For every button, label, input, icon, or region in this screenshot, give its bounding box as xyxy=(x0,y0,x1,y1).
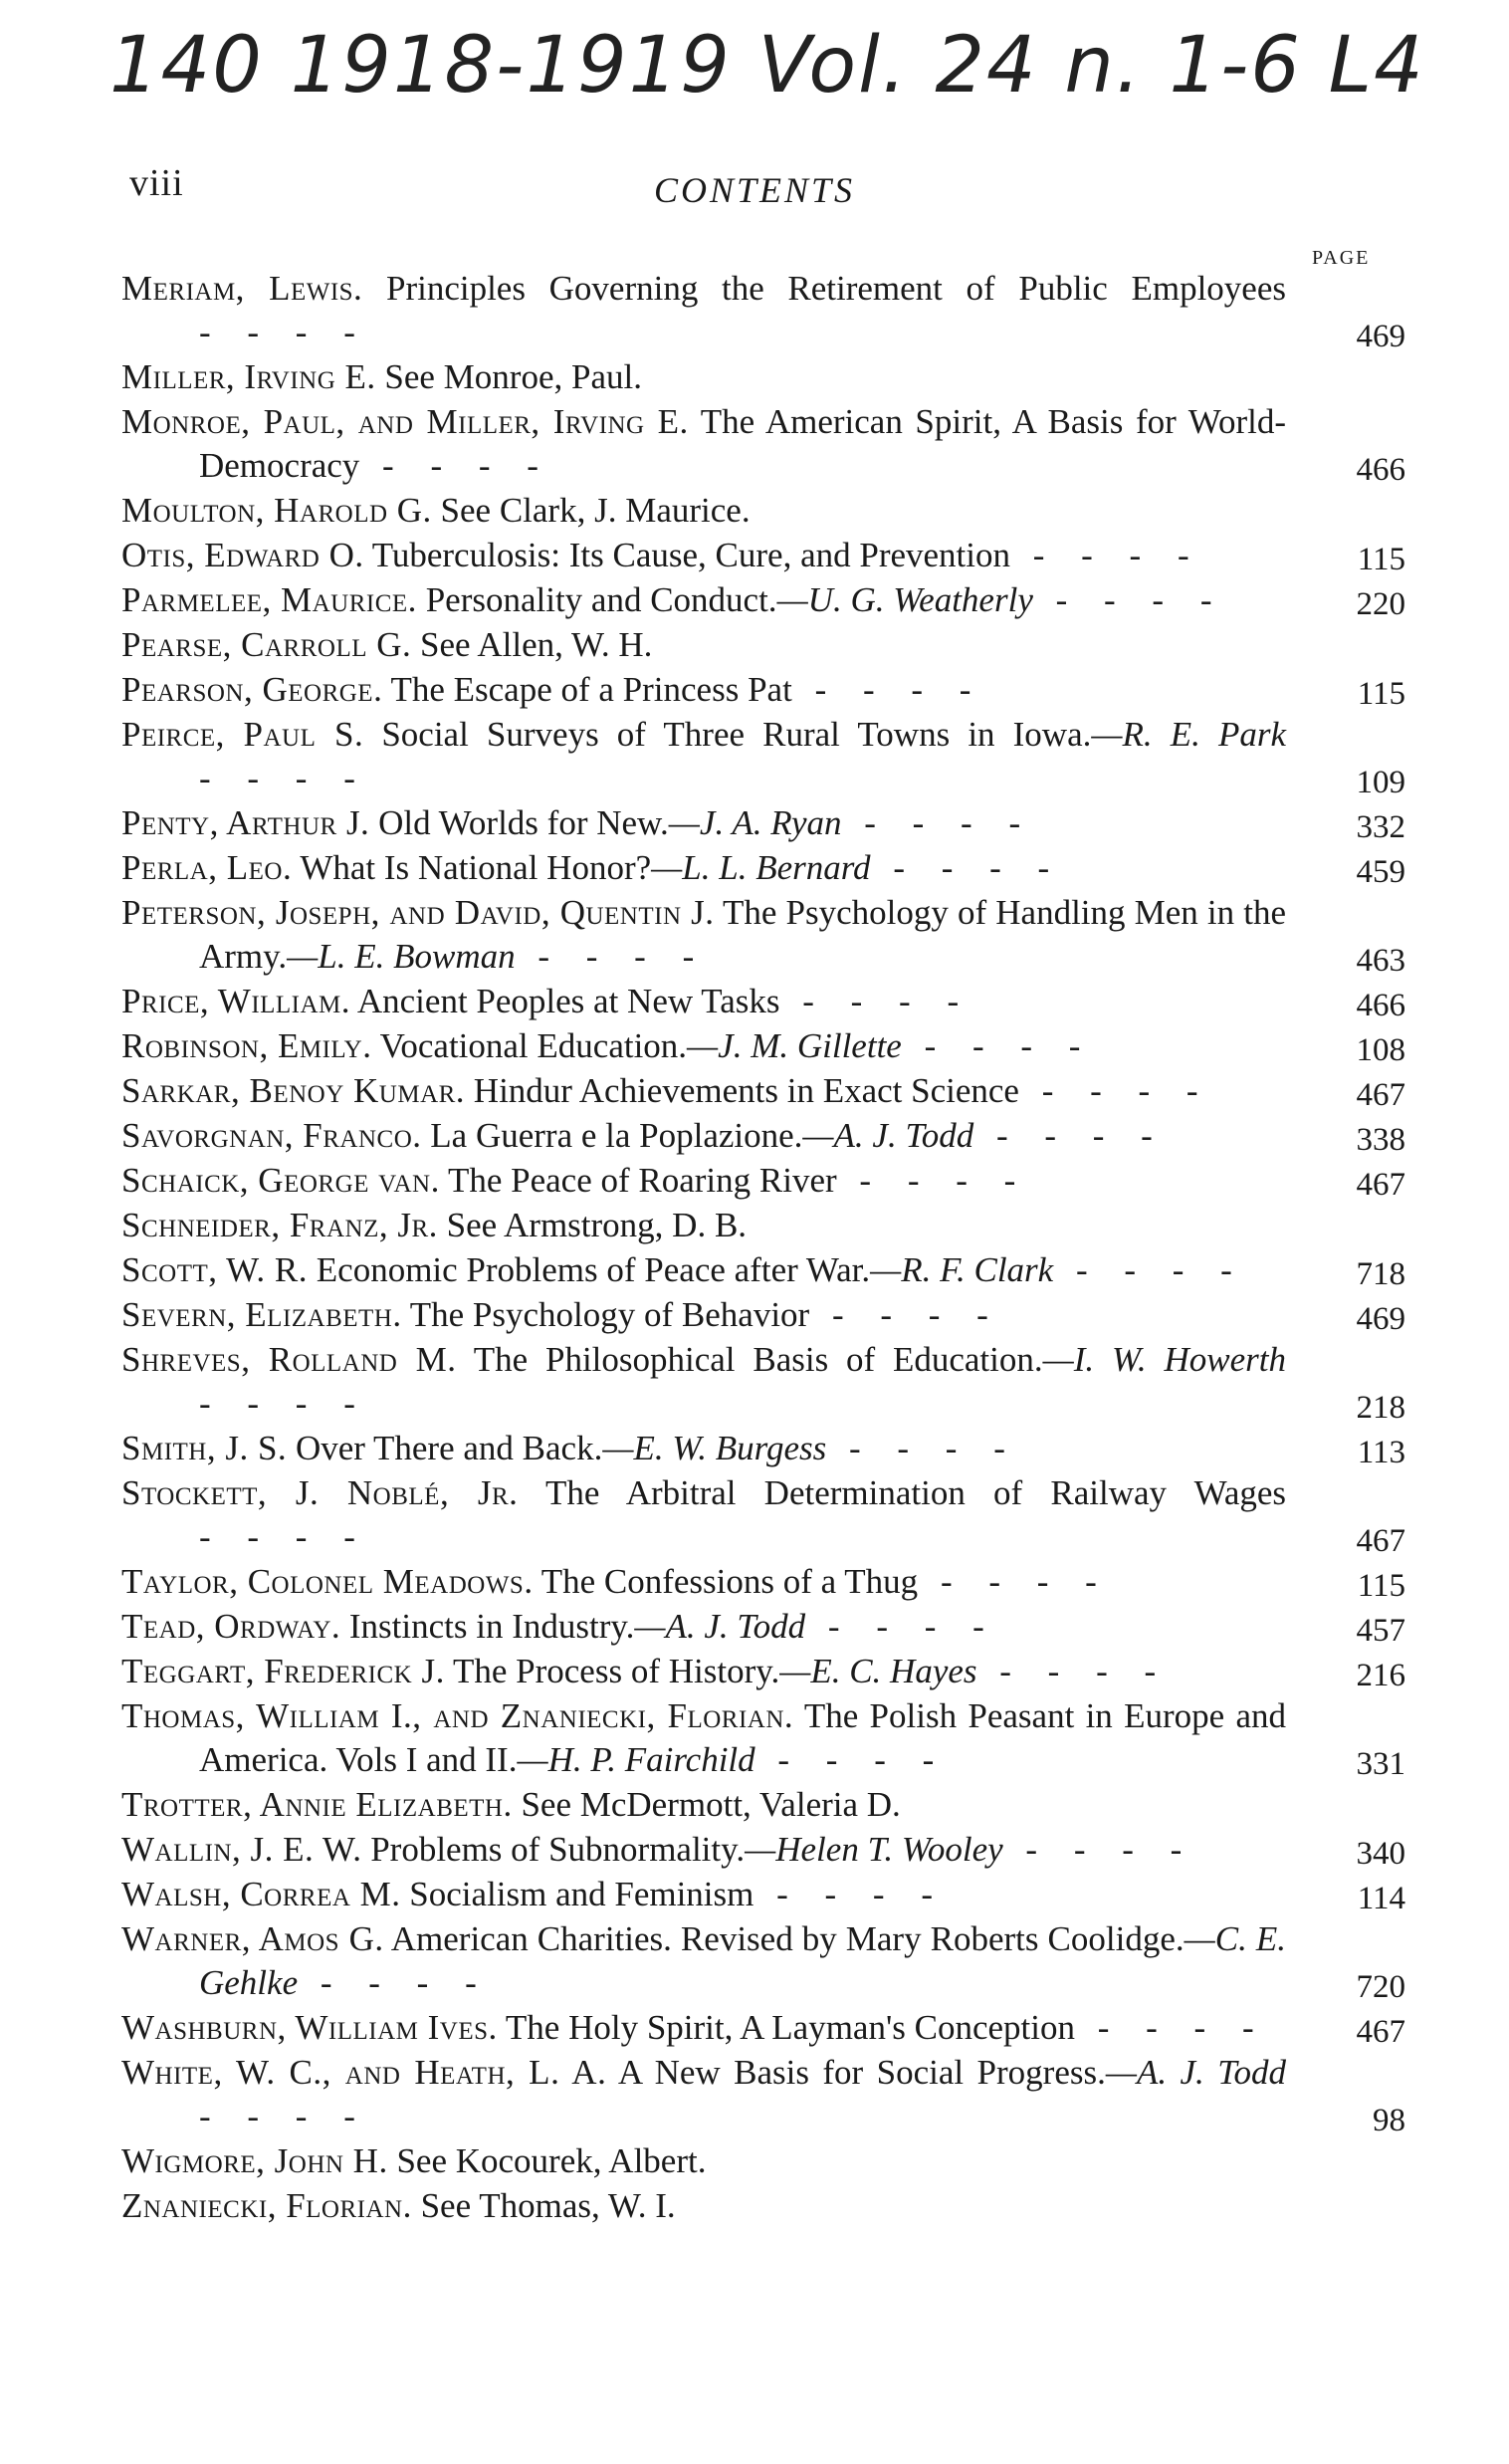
entry-author: Trotter, Annie Elizabeth. xyxy=(121,1785,513,1824)
entry-reviewer: —J. A. Ryan xyxy=(668,803,842,842)
entry-author: Taylor, Colonel Meadows. xyxy=(121,1562,534,1601)
entry-author: Schaick, George van. xyxy=(121,1161,440,1200)
contents-entry xyxy=(121,1783,1405,1827)
entry-page-number: 720 xyxy=(1356,1969,1405,2005)
entry-page-number: 457 xyxy=(1356,1613,1405,1649)
dot-leader: - - - - xyxy=(1032,580,1226,619)
entry-author: Wigmore, John H. xyxy=(121,2141,388,2180)
entry-author: Severn, Elizabeth. xyxy=(121,1295,402,1334)
entry-body xyxy=(121,846,1286,890)
entry-reviewer: —A. J. Todd xyxy=(634,1607,806,1646)
entry-body xyxy=(121,891,1286,979)
entry-title: Instincts in Industry. xyxy=(348,1607,635,1646)
entry-body xyxy=(121,2139,1286,2183)
entry-page-number: 115 xyxy=(1357,676,1405,712)
entry-body xyxy=(121,534,1286,577)
entry-title: Social Surveys of Three Rural Towns in Iowa. xyxy=(381,715,1092,754)
entry-author: Tead, Ordway. xyxy=(121,1607,341,1646)
entry-author: Meriam, Lewis. xyxy=(121,269,363,308)
entry-author: Peirce, Paul S. xyxy=(121,715,364,754)
entry-page-number: 469 xyxy=(1356,319,1405,354)
entry-title: Over There and Back. xyxy=(295,1429,603,1467)
page-column-label: PAGE xyxy=(1312,247,1371,269)
dot-leader: - - - - xyxy=(199,1384,369,1423)
entry-title: Personality and Conduct. xyxy=(425,580,777,619)
entry-reviewer: —C. E. Gehlke xyxy=(199,1919,1286,2002)
dot-leader: - - - - xyxy=(359,446,552,485)
contents-entry xyxy=(121,1114,1405,1158)
dot-leader: - - - - xyxy=(199,2097,369,2135)
entry-title: The Polish Peasant in Europe and America. Vols I and II. xyxy=(199,1696,1286,1779)
entry-body xyxy=(121,801,1286,845)
contents-entry xyxy=(121,400,1405,488)
entry-page-number: 216 xyxy=(1356,1658,1405,1693)
dot-leader: - - - - xyxy=(791,670,985,709)
entry-title: La Guerra e la Poplazione. xyxy=(430,1116,803,1155)
entry-reviewer: —J. M. Gillette xyxy=(687,1026,902,1065)
entry-title: The American Spirit, A Basis for World-Democracy xyxy=(199,402,1286,485)
entry-page-number: 113 xyxy=(1357,1435,1405,1470)
contents-entry xyxy=(121,1694,1405,1782)
entry-title: American Charities. Revised by Mary Roberts Coolidge. xyxy=(390,1919,1185,1958)
entry-body xyxy=(121,668,1286,712)
entry-body xyxy=(121,1828,1286,1872)
dot-leader: - - - - xyxy=(901,1026,1095,1065)
entry-page-number: 338 xyxy=(1356,1122,1405,1158)
entry-author: Parmelee, Maurice. xyxy=(121,580,417,619)
entry-author: Sarkar, Benoy Kumar. xyxy=(121,1071,466,1110)
entry-body xyxy=(121,578,1286,622)
entry-title: The Psychology of Handling Men in the Army. xyxy=(199,893,1287,976)
contents-entry xyxy=(121,801,1405,845)
contents-entry xyxy=(121,1560,1405,1604)
entry-body xyxy=(121,2184,1286,2228)
entry-page-number: 469 xyxy=(1356,1301,1405,1337)
entry-title: What Is National Honor? xyxy=(300,848,652,887)
entry-page-number: 218 xyxy=(1356,1390,1405,1426)
entry-title: Ancient Peoples at New Tasks xyxy=(356,982,780,1020)
contents-entry xyxy=(121,1917,1405,2005)
entry-body xyxy=(121,1159,1286,1203)
handwritten-note-text: 140 1918-1919 Vol. 24 n. 1-6 L4 xyxy=(109,22,1425,108)
contents-entry xyxy=(121,1248,1405,1292)
dot-leader: - - - - xyxy=(199,313,369,351)
contents-entry xyxy=(121,713,1405,800)
entry-reviewer: —R. E. Park xyxy=(1091,715,1287,754)
entry-title: See Clark, J. Maurice. xyxy=(440,491,751,530)
entry-body xyxy=(121,1560,1286,1604)
dot-leader: - - - - xyxy=(870,848,1064,887)
entry-page-number: 332 xyxy=(1356,809,1405,845)
running-head: CONTENTS xyxy=(653,170,856,210)
entry-body xyxy=(121,489,1286,533)
entry-title: Hindur Achievements in Exact Science xyxy=(473,1071,1019,1110)
dot-leader: - - - - xyxy=(1018,1071,1212,1110)
contents-entry xyxy=(121,1069,1405,1113)
entry-author: Penty, Arthur J. xyxy=(121,803,370,842)
entry-title: The Confessions of a Thug xyxy=(540,1562,919,1601)
entry-reviewer: —L. L. Bernard xyxy=(651,848,871,887)
entry-page-number: 467 xyxy=(1356,1523,1405,1559)
entry-body xyxy=(121,1694,1286,1782)
entry-title: Socialism and Feminism xyxy=(409,1875,754,1913)
entry-page-number: 114 xyxy=(1357,1881,1405,1916)
entry-author: Smith, J. S. xyxy=(121,1429,288,1467)
dot-leader: - - - - xyxy=(973,1116,1167,1155)
contents-entry xyxy=(121,1204,1405,1247)
dot-leader: - - - - xyxy=(841,803,1035,842)
contents-entry xyxy=(121,1828,1405,1872)
dot-leader: - - - - xyxy=(826,1429,1019,1467)
entry-author: Otis, Edward O. xyxy=(121,536,364,574)
entry-page-number: 467 xyxy=(1356,1167,1405,1203)
dot-leader: - - - - xyxy=(515,937,709,976)
dot-leader: - - - - xyxy=(805,1607,998,1646)
entry-author: Shreves, Rolland M. xyxy=(121,1340,457,1379)
entry-reviewer: —A. J. Todd xyxy=(802,1116,974,1155)
entry-body xyxy=(121,2006,1286,2050)
entry-author: Moulton, Harold G. xyxy=(121,491,432,530)
entry-title: Economic Problems of Peace after War. xyxy=(316,1250,871,1289)
entry-body xyxy=(121,713,1286,800)
entry-page-number: 115 xyxy=(1357,1568,1405,1604)
entry-page-number: 331 xyxy=(1356,1746,1405,1782)
contents-entry xyxy=(121,2184,1405,2228)
entry-title: The Psychology of Behavior xyxy=(409,1295,810,1334)
entry-body xyxy=(121,355,1286,399)
entry-title: Tuberculosis: Its Cause, Cure, and Prevention xyxy=(371,536,1010,574)
entry-reviewer: —A. J. Todd xyxy=(1105,2053,1286,2092)
entry-title: The Philosophical Basis of Education. xyxy=(473,1340,1043,1379)
entry-page-number: 467 xyxy=(1356,2014,1405,2050)
entry-body xyxy=(121,1248,1286,1292)
entry-title: Old Worlds for New. xyxy=(378,803,669,842)
entry-page-number: 718 xyxy=(1356,1256,1405,1292)
entry-author: Teggart, Frederick J. xyxy=(121,1652,445,1690)
dot-leader: - - - - xyxy=(779,982,973,1020)
entry-page-number: 459 xyxy=(1356,854,1405,890)
contents-entry xyxy=(121,846,1405,890)
contents-entry xyxy=(121,1471,1405,1559)
entry-page-number: 466 xyxy=(1356,988,1405,1023)
entry-page-number: 463 xyxy=(1356,943,1405,979)
entry-author: Washburn, William Ives. xyxy=(121,2008,498,2047)
dot-leader: - - - - xyxy=(918,1562,1111,1601)
contents-entry xyxy=(121,267,1405,354)
entry-body xyxy=(121,1338,1286,1426)
entry-body xyxy=(121,2051,1286,2138)
entry-reviewer: —L. E. Bowman xyxy=(287,937,516,976)
entry-author: Perla, Leo. xyxy=(121,848,293,887)
entry-page-number: 108 xyxy=(1356,1032,1405,1068)
entry-body xyxy=(121,623,1286,667)
entry-reviewer: —Helen T. Wooley xyxy=(745,1830,1003,1869)
entry-author: Walsh, Correa M. xyxy=(121,1875,401,1913)
entry-author: Miller, Irving E. xyxy=(121,357,376,396)
entry-body xyxy=(121,1024,1286,1068)
dot-leader: - - - - xyxy=(836,1161,1030,1200)
entry-title: Problems of Subnormality. xyxy=(370,1830,746,1869)
entry-title: See McDermott, Valeria D. xyxy=(521,1785,901,1824)
entry-author: White, W. C., and Heath, L. A. xyxy=(121,2053,607,2092)
entry-reviewer: —I. W. Howerth xyxy=(1042,1340,1286,1379)
dot-leader: - - - - xyxy=(976,1652,1171,1690)
entry-author: Thomas, William I., and Znaniecki, Florian. xyxy=(121,1696,794,1735)
entry-body xyxy=(121,1650,1286,1693)
entry-body xyxy=(121,1783,1286,1827)
entry-title: See Monroe, Paul. xyxy=(384,357,642,396)
contents-entry xyxy=(121,2006,1405,2050)
entry-body xyxy=(121,1114,1286,1158)
entry-page-number: 340 xyxy=(1356,1836,1405,1872)
dot-leader: - - - - xyxy=(1075,2008,1268,2047)
entry-body xyxy=(121,400,1286,488)
entry-body xyxy=(121,1427,1286,1470)
entry-reviewer: —U. G. Weatherly xyxy=(776,580,1033,619)
contents-entry xyxy=(121,1024,1405,1068)
entry-author: Wallin, J. E. W. xyxy=(121,1830,362,1869)
entry-title: The Peace of Roaring River xyxy=(447,1161,837,1200)
entry-reviewer: —H. P. Fairchild xyxy=(517,1740,755,1779)
dot-leader: - - - - xyxy=(1053,1250,1246,1289)
entry-author: Savorgnan, Franco. xyxy=(121,1116,422,1155)
dot-leader: - - - - xyxy=(199,759,369,797)
entry-author: Schneider, Franz, Jr. xyxy=(121,1206,438,1244)
dot-leader: - - - - xyxy=(1002,1830,1196,1869)
dot-leader: - - - - xyxy=(298,1963,491,2002)
contents-entry xyxy=(121,1650,1405,1693)
entry-title: See Armstrong, D. B. xyxy=(446,1206,748,1244)
entry-author: Pearse, Carroll G. xyxy=(121,625,412,664)
contents-entry xyxy=(121,1427,1405,1470)
dot-leader: - - - - xyxy=(754,1740,949,1779)
entry-body xyxy=(121,1293,1286,1337)
dot-leader: - - - - xyxy=(199,1517,369,1556)
dot-leader: - - - - xyxy=(754,1875,947,1913)
entry-author: Peterson, Joseph, and David, Quentin J. xyxy=(121,893,715,932)
contents-entry xyxy=(121,534,1405,577)
entry-page-number: 467 xyxy=(1356,1077,1405,1113)
dot-leader: - - - - xyxy=(809,1295,1002,1334)
entry-page-number: 98 xyxy=(1373,2103,1405,2138)
entry-title: The Arbitral Determination of Railway Wages xyxy=(545,1473,1287,1512)
entry-title: A New Basis for Social Progress. xyxy=(617,2053,1106,2092)
entry-title: See Allen, W. H. xyxy=(420,625,653,664)
entry-reviewer: —E. W. Burgess xyxy=(602,1429,827,1467)
contents-entry xyxy=(121,2139,1405,2183)
dot-leader: - - - - xyxy=(1010,536,1203,574)
entry-page-number: 466 xyxy=(1356,452,1405,488)
entry-author: Monroe, Paul, and Miller, Irving E. xyxy=(121,402,689,441)
contents-entry xyxy=(121,2051,1405,2138)
contents-entry xyxy=(121,578,1405,622)
entry-author: Robinson, Emily. xyxy=(121,1026,372,1065)
page-folio: viii xyxy=(129,162,184,204)
entry-author: Znaniecki, Florian. xyxy=(121,2186,412,2225)
entry-title: Vocational Education. xyxy=(379,1026,688,1065)
entry-page-number: 115 xyxy=(1357,542,1405,577)
contents-entry xyxy=(121,1293,1405,1337)
contents-entry xyxy=(121,623,1405,667)
contents-entry xyxy=(121,355,1405,399)
entry-title: See Kocourek, Albert. xyxy=(396,2141,707,2180)
contents-entry xyxy=(121,1338,1405,1426)
entry-page-number: 109 xyxy=(1356,765,1405,800)
contents-entry xyxy=(121,489,1405,533)
entry-author: Warner, Amos G. xyxy=(121,1919,384,1958)
entry-title: The Holy Spirit, A Layman's Conception xyxy=(505,2008,1075,2047)
entry-author: Stockett, J. Noblé, Jr. xyxy=(121,1473,519,1512)
entry-reviewer: —E. C. Hayes xyxy=(779,1652,977,1690)
entry-body xyxy=(121,1605,1286,1649)
entry-author: Price, William. xyxy=(121,982,351,1020)
contents-entry xyxy=(121,980,1405,1023)
entry-title: The Process of History. xyxy=(452,1652,780,1690)
contents-entry xyxy=(121,668,1405,712)
entry-title: The Escape of a Princess Pat xyxy=(390,670,792,709)
contents-entry xyxy=(121,1605,1405,1649)
contents-list xyxy=(121,267,1405,2229)
entry-body xyxy=(121,980,1286,1023)
entry-body xyxy=(121,267,1286,354)
contents-entry xyxy=(121,1873,1405,1916)
entry-body xyxy=(121,1471,1286,1559)
contents-entry xyxy=(121,891,1405,979)
entry-body xyxy=(121,1204,1286,1247)
entry-body xyxy=(121,1873,1286,1916)
entry-author: Scott, W. R. xyxy=(121,1250,309,1289)
entry-body xyxy=(121,1917,1286,2005)
entry-reviewer: —R. F. Clark xyxy=(870,1250,1054,1289)
entry-title: Principles Governing the Retirement of Public Employees xyxy=(385,269,1286,308)
entry-title: See Thomas, W. I. xyxy=(420,2186,676,2225)
handwritten-note xyxy=(109,22,1433,108)
entry-body xyxy=(121,1069,1286,1113)
entry-author: Pearson, George. xyxy=(121,670,383,709)
contents-entry xyxy=(121,1159,1405,1203)
entry-page-number: 220 xyxy=(1356,586,1405,622)
